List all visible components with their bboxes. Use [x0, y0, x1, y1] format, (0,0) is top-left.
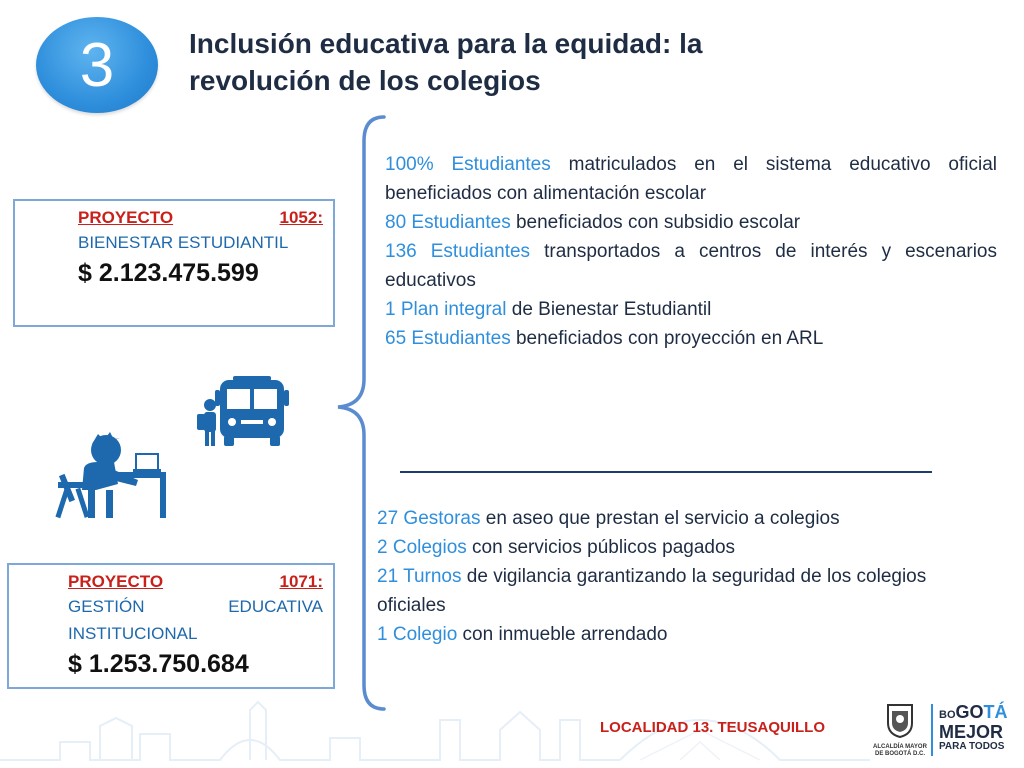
item-text: matriculados en el sistema educativo oficial beneficiados con alimentación escolar [385, 154, 997, 204]
illustrations [48, 372, 308, 522]
item-text: de vigilancia garantizando la seguridad de los colegios oficiales [377, 566, 927, 616]
item-text: beneficiados con subsidio escolar [510, 212, 801, 233]
brand-line2: MEJOR [939, 722, 1004, 742]
list-item [385, 324, 997, 353]
page-title: Inclusión educativa para la equidad: la revolución de los colegios [189, 28, 703, 96]
item-text: de Bienestar Estudiantil [506, 299, 712, 320]
project-1071-number: 1071: [279, 572, 323, 591]
project-1052-amount: $ 2.123.475.599 [78, 259, 259, 287]
item-text: beneficiados con proyección en ARL [510, 328, 824, 349]
item-text: transportados a centros de interés y escenarios educativos [385, 241, 997, 291]
list-item [385, 237, 997, 295]
project-1071-name-line2: INSTITUCIONAL [68, 624, 198, 643]
item-highlight: 1 Colegio [377, 624, 458, 645]
section-divider [400, 471, 932, 473]
bogota-mejor-logo [939, 704, 1008, 753]
project-1052-label: PROYECTO [78, 208, 174, 227]
project-1071-heading [68, 571, 323, 593]
brand-line3: PARA TODOS [939, 741, 1005, 752]
item-highlight: 136 Estudiantes [385, 241, 531, 262]
item-highlight: 100% Estudiantes [385, 154, 551, 175]
list-item [385, 295, 997, 324]
item-text: en aseo que prestan el servicio a colegios [480, 508, 840, 529]
project-1071-name-line1: GESTIÓN EDUCATIVA [68, 597, 323, 616]
project-1071-box [7, 563, 335, 689]
section-number-badge: 3 [36, 17, 158, 113]
list-item [377, 504, 991, 533]
item-text: con servicios públicos pagados [466, 537, 736, 558]
project-1052-name: BIENESTAR ESTUDIANTIL [78, 233, 289, 252]
alcaldia-line1: ALCALDÍA MAYOR [873, 744, 927, 750]
project-1052-number: 1052: [279, 208, 323, 227]
student-at-desk-icon [55, 432, 166, 518]
gestion-items-list [377, 504, 991, 649]
item-highlight: 21 Turnos [377, 566, 462, 587]
list-item [385, 150, 997, 208]
list-item [385, 208, 997, 237]
list-item [377, 562, 967, 620]
school-bus-icon [215, 376, 289, 446]
alcaldia-logo [872, 703, 928, 758]
locality-footer: LOCALIDAD 13. TEUSAQUILLO [600, 719, 826, 736]
item-highlight: 1 Plan integral [385, 299, 507, 320]
project-1071-label: PROYECTO [68, 572, 164, 591]
bienestar-items-list [385, 150, 997, 353]
list-item [377, 620, 991, 649]
item-highlight: 2 Colegios [377, 537, 467, 558]
item-text: con inmueble arrendado [457, 624, 668, 645]
item-highlight: 80 Estudiantes [385, 212, 511, 233]
coat-of-arms-icon [885, 703, 915, 739]
brand-line1: BOGOTÁ [939, 702, 1008, 722]
project-1052-box [13, 199, 335, 327]
item-highlight: 65 Estudiantes [385, 328, 511, 349]
project-1071-amount: $ 1.253.750.684 [68, 650, 249, 678]
list-item [377, 533, 991, 562]
item-highlight: 27 Gestoras [377, 508, 481, 529]
project-1052-heading [78, 207, 323, 229]
student-backpack-icon [197, 399, 216, 446]
alcaldia-line2: DE BOGOTÁ D.C. [874, 751, 925, 757]
logo-separator [931, 704, 933, 756]
